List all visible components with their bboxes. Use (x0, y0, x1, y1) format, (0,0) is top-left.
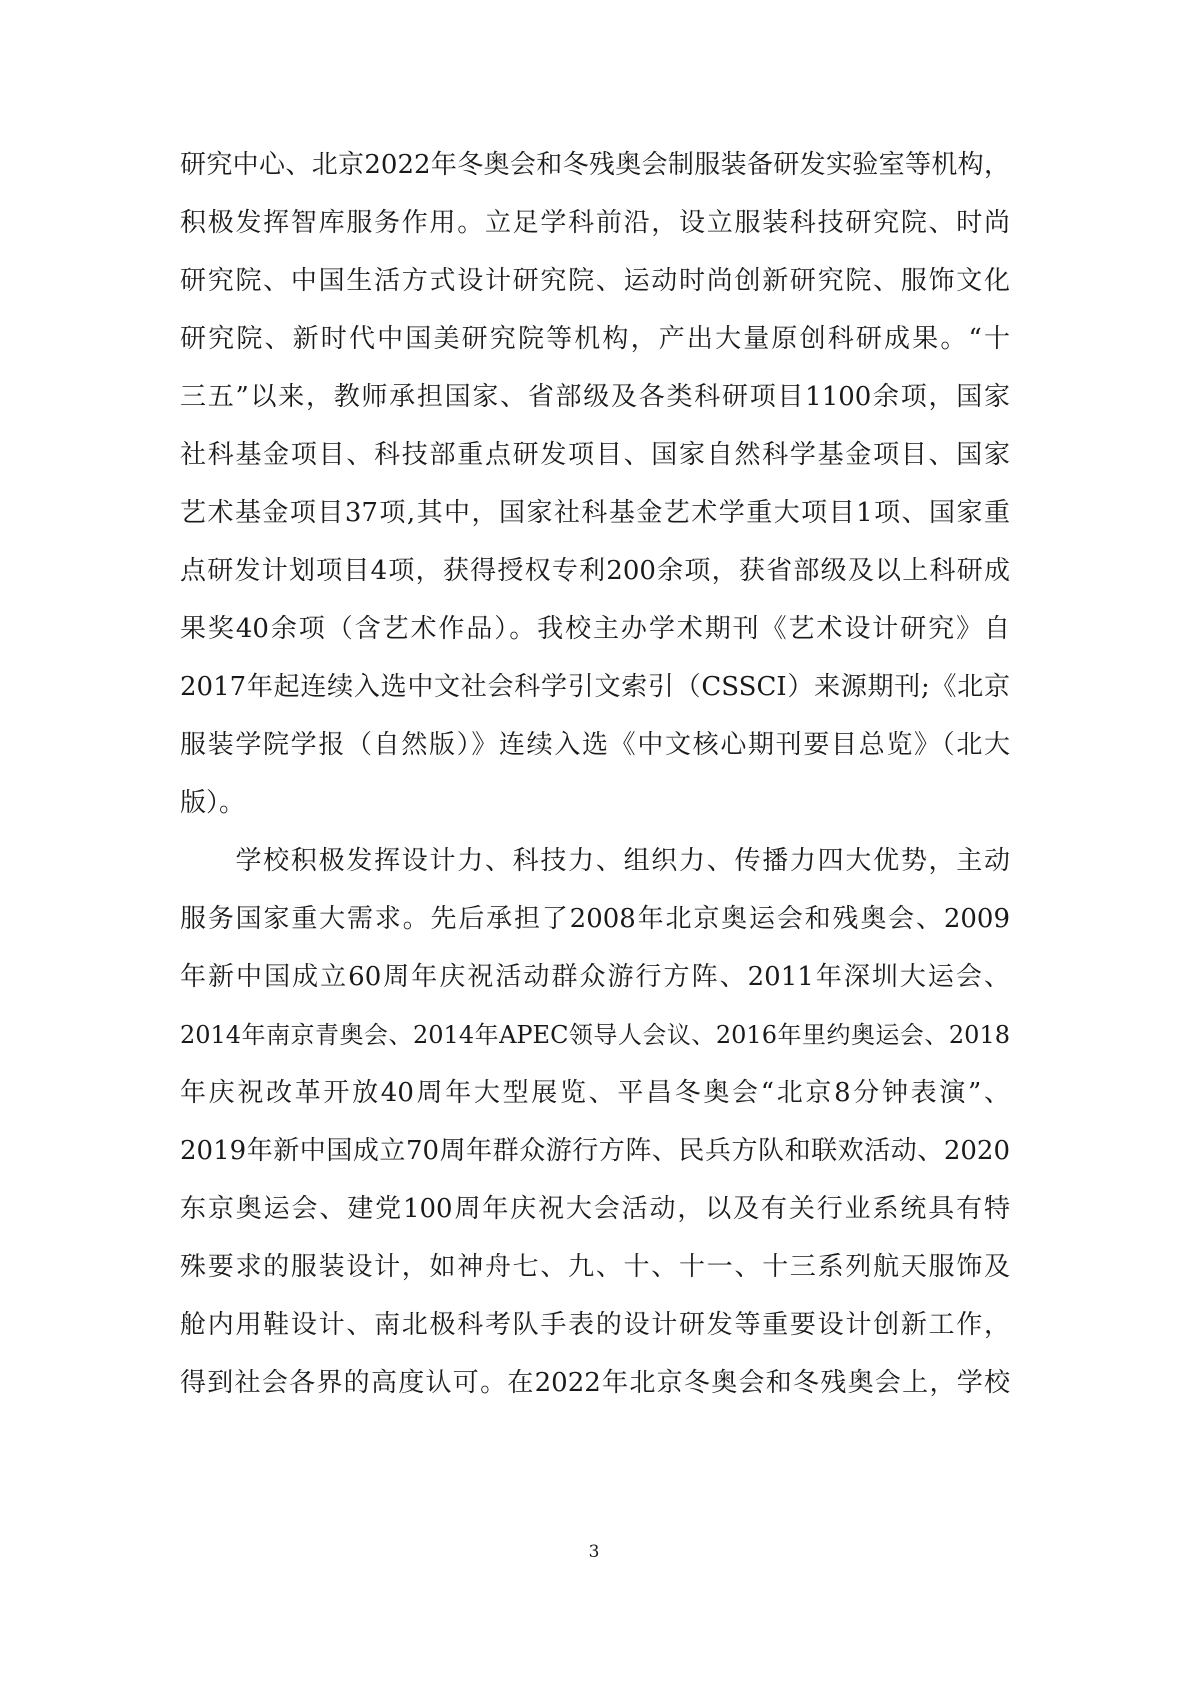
text-line: 服装学院学报（自然版）》连续入选《中文核心期刊要目总览》（北大 (180, 730, 1010, 760)
text-line: 东京奥运会、建党100周年庆祝大会活动，以及有关行业系统具有特 (180, 1194, 1010, 1224)
text-line: 果奖40余项（含艺术作品）。我校主办学术期刊《艺术设计研究》自 (180, 614, 1010, 644)
text-line: 舱内用鞋设计、南北极科考队手表的设计研发等重要设计创新工作， (180, 1310, 1010, 1340)
text-line: 点研发计划项目4项，获得授权专利200余项，获省部级及以上科研成 (180, 556, 1010, 586)
text-line: 研究中心、北京2022年冬奥会和冬残奥会制服装备研发实验室等机构， (180, 150, 1010, 180)
text-line: 社科基金项目、科技部重点研发项目、国家自然科学基金项目、国家 (180, 440, 1010, 470)
text-line: 服务国家重大需求。先后承担了2008年北京奥运会和残奥会、2009 (180, 904, 1010, 934)
text-line: 2017年起连续入选中文社会科学引文索引（CSSCI）来源期刊;《北京 (180, 672, 1010, 702)
text-line: 研究院、新时代中国美研究院等机构，产出大量原创科研成果。“十 (180, 324, 1010, 354)
text-line: 三五”以来，教师承担国家、省部级及各类科研项目1100余项，国家 (180, 382, 1010, 412)
text-line: 艺术基金项目37项,其中，国家社科基金艺术学重大项目1项、国家重 (180, 498, 1010, 528)
text-line: 年庆祝改革开放40周年大型展览、平昌冬奥会“北京8分钟表演”、 (180, 1078, 1010, 1108)
text-line: 年新中国成立60周年庆祝活动群众游行方阵、2011年深圳大运会、 (180, 962, 1010, 992)
text-line: 2014年南京青奥会、2014年APEC领导人会议、2016年里约奥运会、2018 (180, 1021, 1010, 1049)
text-line: 研究院、中国生活方式设计研究院、运动时尚创新研究院、服饰文化 (180, 266, 1010, 296)
text-line: 版）。 (180, 788, 246, 818)
text-line: 积极发挥智库服务作用。立足学科前沿，设立服装科技研究院、时尚 (180, 208, 1010, 238)
text-line: 2019年新中国成立70周年群众游行方阵、民兵方队和联欢活动、2020 (180, 1136, 1010, 1166)
text-line: 得到社会各界的高度认可。在2022年北京冬奥会和冬残奥会上，学校 (180, 1368, 1010, 1398)
text-line: 学校积极发挥设计力、科技力、组织力、传播力四大优势，主动 (180, 846, 1010, 876)
text-line: 殊要求的服装设计，如神舟七、九、十、十一、十三系列航天服饰及 (180, 1252, 1010, 1282)
page-number: 3 (588, 1542, 600, 1562)
